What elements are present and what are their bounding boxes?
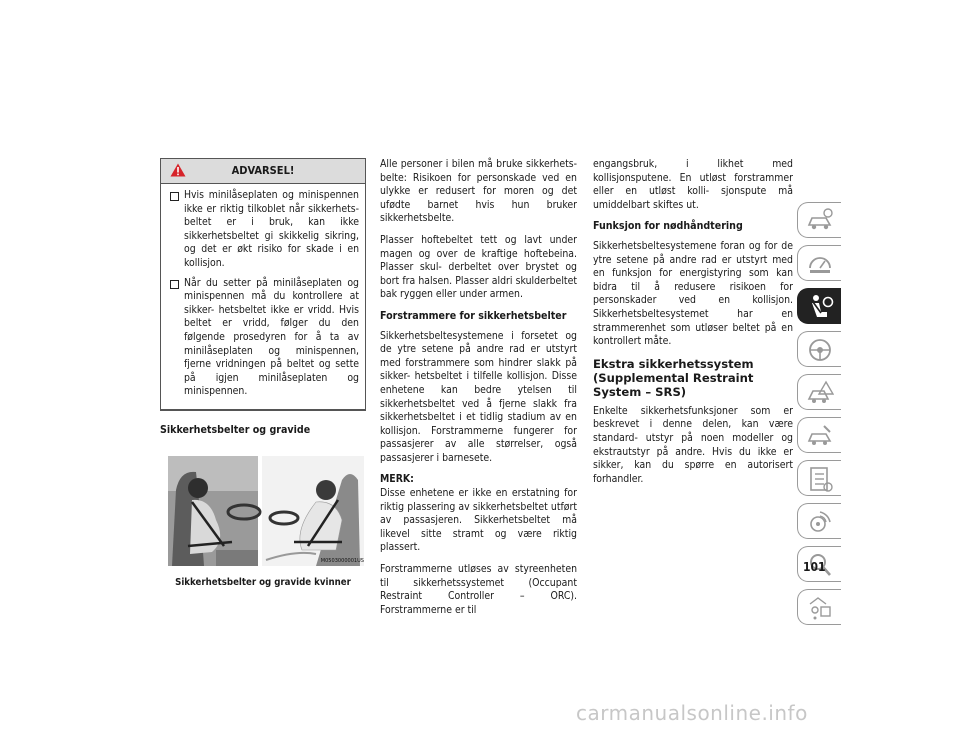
paragraph: Sikkerhetsbeltesystemene foran og for de ytre setene på andre rad er utstyrt med en funksjon for energistyring som kan bidra til å redusere risikoen for personskader ved en kollisjon. Sikkerhetsbeltesystemet har en strammerenhet som utløser beltet på en kontrollert måte. bbox=[593, 239, 793, 348]
multimedia-icon bbox=[806, 508, 834, 536]
language-icon bbox=[806, 594, 834, 622]
section-heading-pregnancy: Sikkerhetsbelter og gravide bbox=[160, 423, 311, 436]
note-text: Disse enhetene er ikke en erstatning for riktig plassering av sikkerhetsbeltet utført av passasjeren. Sikkerhetsbeltet må likevel sitte stramt og være riktig plassert. bbox=[380, 487, 577, 554]
pregnant-seatbelt-figure bbox=[166, 450, 366, 570]
page-number: 101 bbox=[803, 560, 826, 574]
tab-specifications[interactable] bbox=[797, 460, 841, 496]
note bbox=[380, 473, 577, 555]
checkbox-bullet-icon bbox=[170, 192, 179, 201]
figure-code: M0503000001US bbox=[320, 557, 364, 564]
tab-starting-driving[interactable] bbox=[797, 331, 841, 367]
checkbox-bullet-icon bbox=[170, 280, 179, 289]
tab-vehicle-info[interactable] bbox=[797, 202, 841, 238]
section-heading-srs: Ekstra sikkerhetssystem (Supplemental Restraint System – SRS) bbox=[593, 356, 754, 399]
note-label: MERK: bbox=[380, 473, 414, 486]
emergency-icon bbox=[806, 379, 834, 407]
warning-item-text: Når du setter på minilåseplaten og minispennen må du kontrollere at sikker- hetsbeltet ikke er vridd. Hvis beltet er vridd, følger du den følgende prosedyren for å ta av minilåseplaten og minispennen, fjerne vridningen på beltet og sette på igjen minilåseplaten og minispennen. bbox=[184, 276, 359, 398]
warning-title: ADVARSEL! bbox=[231, 164, 295, 177]
middle-column bbox=[380, 158, 577, 625]
tab-emergency[interactable] bbox=[797, 374, 841, 410]
safety-seatbelt-icon bbox=[806, 293, 834, 321]
service-car-icon bbox=[806, 422, 834, 450]
warning-header bbox=[161, 159, 365, 184]
warning-triangle-icon bbox=[170, 163, 186, 177]
section-heading-energy-management: Funksjon for nødhåndtering bbox=[593, 220, 743, 233]
paragraph: engangsbruk, i likhet med kollisjonsputene. En utløst forstrammer eller en utløst kolli- sjonspute må umiddelbart skiftes ut. bbox=[593, 158, 793, 211]
paragraph: Forstrammerne utløses av styreenheten til sikkerhetssystemet (Occupant Restraint Controller – ORC). Forstrammerne er til bbox=[380, 563, 577, 616]
pregnant-women-illustration bbox=[166, 450, 366, 570]
right-column bbox=[593, 158, 793, 494]
tab-dashboard[interactable] bbox=[797, 245, 841, 281]
figure-caption: Sikkerhetsbelter og gravide kvinner bbox=[175, 576, 351, 588]
tab-language[interactable] bbox=[797, 589, 841, 625]
tab-multimedia[interactable] bbox=[797, 503, 841, 539]
vehicle-info-icon bbox=[806, 207, 834, 235]
paragraph: Plasser hoftebeltet tett og lavt under magen og over de kraftige hoftebeina. Plasser skul- derbeltet over brystet og bort fra halsen. Plasser aldri skulderbeltet bak ryggen eller under armen. bbox=[380, 233, 577, 301]
left-column bbox=[160, 158, 366, 589]
warning-box bbox=[160, 158, 366, 411]
paragraph: Alle personer i bilen må bruke sikkerhets- belte: Risikoen for personskade ved en ulykke er redusert for moren og det ufødte barnet hvis hun bruker sikkerhetsbelte. bbox=[380, 158, 577, 225]
warning-item bbox=[167, 277, 359, 399]
section-heading-pretensioners: Forstrammere for sikkerhetsbelter bbox=[380, 309, 567, 322]
warning-item bbox=[167, 189, 359, 271]
tab-safety[interactable] bbox=[797, 288, 841, 324]
checklist-icon bbox=[806, 465, 834, 493]
watermark: carmanualsonline.info bbox=[576, 701, 808, 725]
steering-wheel-icon bbox=[806, 336, 834, 364]
warning-item-text: Hvis minilåseplaten og minispennen ikke er riktig tilkoblet når sikkerhets- beltet er i bruk, kan ikke sikkerhetsbeltet gi skikkelig sikring, og det er økt risiko for skade i en kollisjon. bbox=[184, 189, 359, 269]
tab-service[interactable] bbox=[797, 417, 841, 453]
dashboard-icon bbox=[806, 250, 834, 278]
paragraph: Sikkerhetsbeltesystemene i forsetet og de ytre setene på andre rad er utstyrt med forstrammere som hindrer slakk på sikker- hetsbeltet i tilfelle kollisjon. Disse enhetene kan bedre ytelsen til sikkerhetsbeltet ved å fjerne slakk fra sikkerhetsbeltet i et tidlig stadium av en kollisjon. Forstrammerne fungerer for passasjerer av alle størrelser, også passasjerer i barnesete. bbox=[380, 329, 577, 464]
paragraph: Enkelte sikkerhetsfunksjoner som er beskrevet i denne delen, kan være standard- utstyr på noen modeller og ekstrautstyr på andre. Hvis du ikke er sikker, kan du spørre en autorisert forhandler. bbox=[593, 404, 793, 485]
